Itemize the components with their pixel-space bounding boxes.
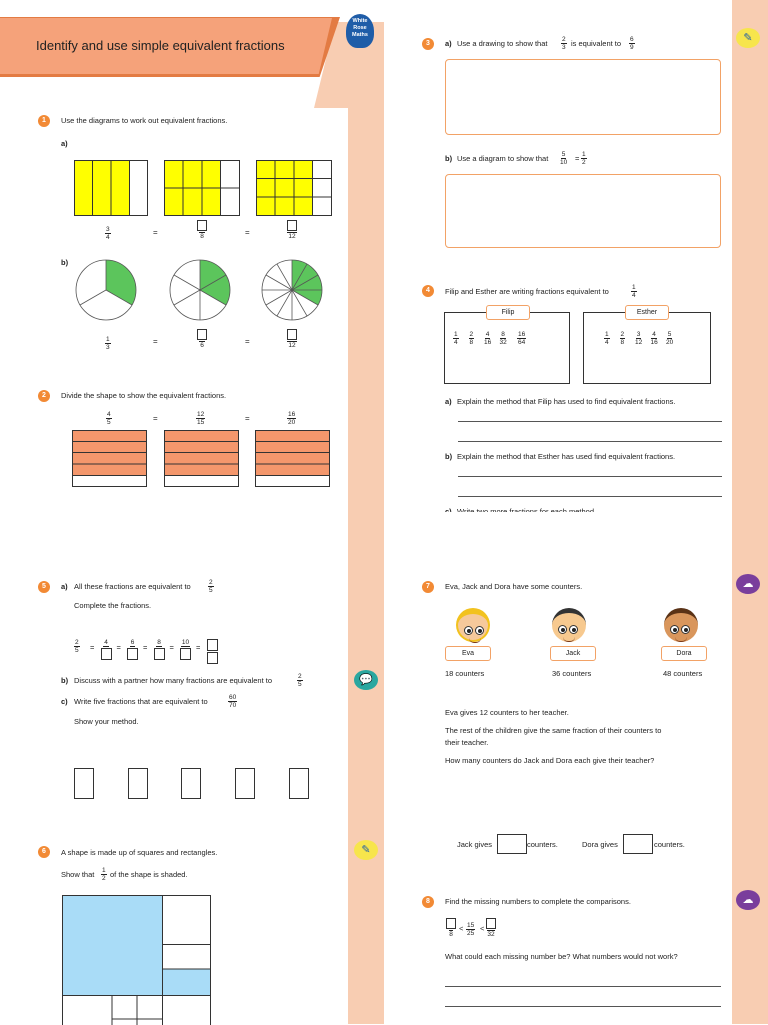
diagram-answer-area[interactable]	[445, 174, 721, 248]
answer-box[interactable]	[486, 918, 496, 929]
answer-box[interactable]	[180, 648, 191, 660]
page-side-strip	[348, 100, 384, 544]
equals-sign: =	[153, 228, 158, 237]
page-side-strip	[732, 0, 768, 512]
eva-avatar	[456, 608, 490, 642]
question-prompt: Write five fractions that are equivalent to	[74, 697, 208, 706]
answer-line[interactable]	[445, 986, 721, 987]
instruction-text: of the shape is shaded.	[110, 870, 188, 879]
fraction: $\frac{1}{2}$	[581, 151, 587, 166]
answer-box[interactable]	[74, 768, 94, 799]
question-number: 1	[38, 115, 50, 127]
answer-box[interactable]	[207, 652, 218, 664]
chain-fraction: 6	[127, 639, 138, 661]
answer-line[interactable]	[458, 421, 722, 422]
fraction: $\frac{16}{64}$	[517, 331, 526, 346]
question-prompt: How many counters do Jack and Dora each give their teacher?	[445, 756, 654, 765]
fraction-blank: 12	[287, 220, 297, 240]
part-label: b)	[61, 258, 68, 267]
part-label: a)	[445, 39, 452, 48]
fraction-blank: 12	[287, 329, 297, 349]
fraction-blank: 6	[197, 329, 207, 349]
equals-sign: =	[245, 228, 250, 237]
part-label: b)	[445, 452, 452, 461]
fraction: $\frac{15}{25}$	[466, 922, 475, 937]
equals-sign: =	[245, 414, 250, 423]
eva-name-tag: Eva	[445, 646, 491, 661]
instruction-text: Show that	[61, 870, 94, 879]
question-prompt: Explain the method that Esther has used find equivalent fractions.	[457, 452, 675, 461]
fraction: $\frac{4}{16}$	[484, 331, 491, 346]
counter-count: 48 counters	[663, 669, 702, 678]
question-prompt: A shape is made up of squares and rectangles.	[61, 848, 217, 857]
equals-sign: =	[90, 643, 94, 652]
circle-twelfths-diagram	[262, 260, 322, 320]
chat-icon: 💬	[354, 670, 378, 690]
fraction: $\frac{1}{2}$	[101, 867, 107, 882]
squares-rectangles-shape	[62, 895, 212, 1025]
counter-count: 18 counters	[445, 669, 484, 678]
fraction: $\frac{12}{15}$	[196, 411, 205, 426]
less-than-sign: <	[459, 924, 463, 933]
equals-sign: =	[245, 337, 250, 346]
question-prompt: Filip and Esther are writing fractions equivalent to	[445, 287, 609, 296]
answer-box[interactable]	[197, 329, 207, 340]
answer-line[interactable]	[458, 496, 722, 497]
equals-sign: =	[196, 643, 200, 652]
chain-fraction: 8	[154, 639, 165, 661]
dora-name-tag: Dora	[661, 646, 707, 661]
fraction: $\frac{4}{5}$	[106, 411, 112, 426]
answer-label: counters.	[654, 840, 685, 849]
answer-box[interactable]	[197, 220, 207, 231]
question-number: 5	[38, 581, 50, 593]
esther-card	[583, 312, 711, 384]
answer-line[interactable]	[458, 476, 722, 477]
answer-label: counters.	[527, 840, 558, 849]
fraction: $\frac{8}{32}$	[500, 331, 507, 346]
part-label: a)	[61, 139, 68, 148]
question-prompt: Eva, Jack and Dora have some counters.	[445, 582, 582, 591]
part-label: b)	[445, 154, 452, 163]
equals-sign: =	[153, 414, 158, 423]
esther-label: Esther	[625, 305, 669, 320]
answer-label: Jack gives	[457, 840, 492, 849]
fraction: $\frac{1}{4}$	[631, 284, 637, 299]
answer-box[interactable]	[154, 648, 165, 660]
fraction: $\frac{1}{4}$	[453, 331, 459, 346]
answer-label: Dora gives	[582, 840, 618, 849]
answer-box[interactable]	[287, 220, 297, 231]
chain-fraction	[207, 639, 218, 665]
fraction-blank: 8	[446, 918, 456, 938]
question-number: 2	[38, 390, 50, 402]
question-number: 7	[422, 581, 434, 593]
fraction: $\frac{2}{3}$	[561, 36, 567, 51]
chain-fraction: 4	[101, 639, 112, 661]
pencil-icon: ✎	[354, 840, 378, 860]
fraction: $\frac{5}{20}$	[666, 331, 673, 346]
answer-box[interactable]	[235, 768, 255, 799]
answer-box[interactable]	[289, 768, 309, 799]
equals-sign: =	[170, 643, 174, 652]
instruction-text: Show your method.	[74, 717, 139, 726]
question-number: 6	[38, 846, 50, 858]
question-prompt: All these fractions are equivalent to	[74, 582, 191, 591]
question-number: 4	[422, 285, 434, 297]
question-prompt: Explain the method that Filip has used to find equivalent fractions.	[457, 397, 675, 406]
answer-box[interactable]	[128, 768, 148, 799]
fraction: $\frac{6}{9}$	[629, 36, 635, 51]
fraction: $\frac{1}{3}$	[105, 336, 111, 351]
question-number: 3	[422, 38, 434, 50]
jack-answer-box[interactable]	[497, 834, 527, 854]
rectangle-twelfths-diagram	[256, 160, 332, 216]
part-label: a)	[61, 582, 68, 591]
circle-sixths-diagram	[170, 260, 230, 320]
question-prompt: What could each missing number be? What numbers would not work?	[445, 952, 678, 961]
white-rose-maths-logo: White Rose Maths	[346, 14, 374, 48]
worksheet-page-4	[384, 512, 768, 1024]
filip-label: Filip	[486, 305, 530, 320]
worksheet-page-3	[0, 512, 384, 1024]
fraction: $\frac{2}{5}$	[297, 673, 303, 688]
worksheet-page-2	[384, 0, 768, 512]
answer-box[interactable]	[287, 329, 297, 340]
fraction-blank: 32	[486, 918, 496, 938]
rectangle-quarters-diagram	[74, 160, 148, 216]
part-label: b)	[61, 676, 68, 685]
fraction: $\frac{2}{8}$	[469, 331, 475, 346]
part-label: a)	[445, 397, 452, 406]
question-prompt: Use a drawing to show that	[457, 39, 547, 48]
fraction: $\frac{1}{4}$	[604, 331, 610, 346]
question-prompt: Discuss with a partner how many fractions are equivalent to	[74, 676, 272, 685]
rectangle-eighths-diagram	[164, 160, 240, 216]
discuss-icon: ☁	[736, 574, 760, 594]
pencil-icon: ✎	[736, 28, 760, 48]
fraction: $\frac{2}{5}$	[208, 579, 214, 594]
story-text: their teacher.	[445, 738, 488, 747]
drawing-answer-area[interactable]	[445, 59, 721, 135]
fraction: $\frac{3}{4}$	[105, 226, 111, 241]
circle-diagrams	[74, 258, 340, 324]
less-than-sign: <	[480, 924, 484, 933]
answer-line[interactable]	[458, 441, 722, 442]
answer-box[interactable]	[101, 648, 112, 660]
fraction: $\frac{4}{16}$	[651, 331, 658, 346]
answer-box[interactable]	[181, 768, 201, 799]
discuss-icon: ☁	[736, 890, 760, 910]
question-prompt: is equivalent to	[571, 39, 621, 48]
question-number: 8	[422, 896, 434, 908]
fraction: $\frac{60}{70}$	[228, 694, 237, 709]
fraction: $\frac{5}{10}$	[560, 151, 567, 166]
answer-box[interactable]	[446, 918, 456, 929]
story-text: Eva gives 12 counters to her teacher.	[445, 708, 569, 717]
fraction-blank: 8	[197, 220, 207, 240]
answer-box[interactable]	[127, 648, 138, 660]
answer-line[interactable]	[445, 1006, 721, 1007]
strip-bars-diagram	[72, 430, 332, 488]
chain-fraction: $\frac{2}{5}$	[74, 639, 80, 654]
answer-box[interactable]	[207, 639, 218, 651]
equals-sign: =	[153, 337, 158, 346]
jack-name-tag: Jack	[550, 646, 596, 661]
equals-sign: =	[575, 154, 579, 163]
question-prompt: Divide the shape to show the equivalent fractions.	[61, 391, 226, 400]
fraction: $\frac{2}{8}$	[620, 331, 626, 346]
filip-card	[444, 312, 570, 384]
equals-sign: =	[143, 643, 147, 652]
circle-thirds-diagram	[76, 260, 136, 320]
part-label: c)	[61, 697, 68, 706]
fraction: $\frac{3}{12}$	[635, 331, 642, 346]
instruction-text: Complete the fractions.	[74, 601, 151, 610]
chain-fraction: 10	[180, 639, 191, 661]
page-title: Identify and use simple equivalent fractions	[36, 38, 285, 53]
jack-avatar	[552, 608, 586, 642]
page-side-strip	[348, 512, 384, 1024]
equals-sign: =	[117, 643, 121, 652]
dora-answer-box[interactable]	[623, 834, 653, 854]
question-prompt: Use a diagram to show that	[457, 154, 548, 163]
counter-count: 36 counters	[552, 669, 591, 678]
question-prompt: Use the diagrams to work out equivalent fractions.	[61, 116, 227, 125]
dora-avatar	[664, 608, 698, 642]
question-prompt: Find the missing numbers to complete the comparisons.	[445, 897, 631, 906]
worksheet-page-1	[0, 0, 384, 512]
story-text: The rest of the children give the same fraction of their counters to	[445, 726, 661, 735]
fraction: $\frac{16}{20}$	[287, 411, 296, 426]
